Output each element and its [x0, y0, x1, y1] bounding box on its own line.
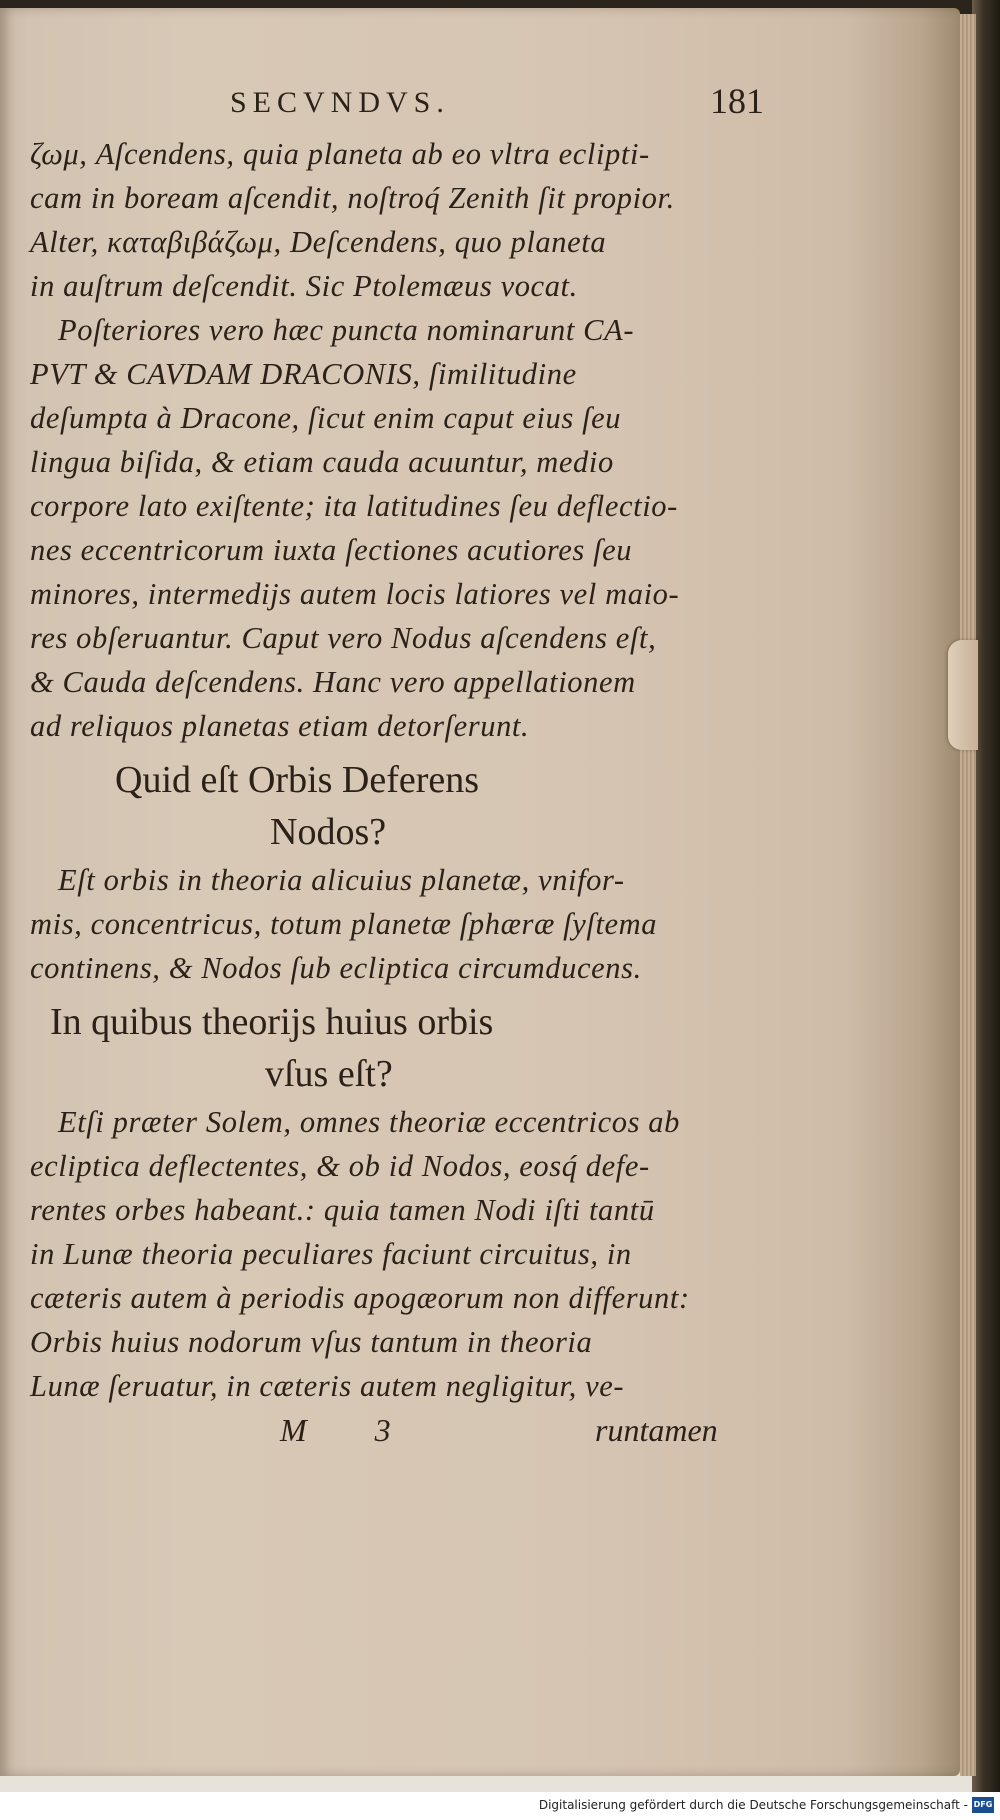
section-heading: Quid eſt Orbis Deferens — [115, 759, 480, 801]
signature-mark: M 3 — [280, 1412, 421, 1448]
section-heading: Nodos? — [270, 811, 387, 853]
text-line: & Cauda deſcendens. Hanc vero appellationem — [30, 665, 636, 699]
running-head: SECVNDVS. — [230, 86, 450, 119]
text-line: rentes orbes habeant.: quia tamen Nodi iſti tantū — [30, 1193, 655, 1227]
text-line: ad reliquos planetas etiam detorſerunt. — [30, 709, 530, 743]
text-line: in auſtrum deſcendit. Sic Ptolemæus vocat. — [30, 269, 578, 303]
text-line: corpore lato exiſtente; ita latitudines ſeu deflectio- — [30, 489, 678, 523]
dfg-logo: DFG — [972, 1797, 994, 1813]
digitization-footer — [0, 1792, 1000, 1820]
text-line: Etſi præter Solem, omnes theoriæ eccentricos ab — [58, 1105, 681, 1139]
text-line: in Lunæ theoria peculiares faciunt circuitus, in — [30, 1237, 632, 1271]
text-line: Lunæ ſeruatur, in cæteris autem negligitur, ve- — [30, 1369, 625, 1403]
page-number: 181 — [710, 81, 764, 121]
scan-backdrop-right — [972, 0, 1000, 1792]
page-footer-line — [30, 1408, 910, 1458]
text-line: continens, & Nodos ſub ecliptica circumducens. — [30, 951, 642, 985]
text-line: Eſt orbis in theoria alicuius planetæ, vnifor- — [58, 863, 625, 897]
text-line: cæteris autem à periodis apogæorum non differunt: — [30, 1281, 690, 1315]
text-line: Poſteriores vero hæc puncta nominarunt CA- — [58, 313, 635, 347]
funding-credit: Digitalisierung gefördert durch die Deutsche Forschungsgemeinschaft - — [538, 1798, 968, 1812]
text-line: PVT & CAVDAM DRACONIS, ſimilitudine — [30, 357, 577, 391]
text-line: Orbis huius nodorum vſus tantum in theoria — [30, 1325, 593, 1359]
section-heading: vſus eſt? — [265, 1053, 393, 1095]
text-line: nes eccentricorum iuxta ſectiones acutiores ſeu — [30, 533, 633, 567]
text-line: ζωμ, Aſcendens, quia planeta ab eo vltra eclipti- — [30, 137, 650, 171]
book-clasp — [948, 640, 978, 750]
section-heading: In quibus theorijs huius orbis — [50, 1001, 494, 1043]
text-line: ecliptica deflectentes, & ob id Nodos, eosq́ defe- — [30, 1149, 650, 1183]
text-line: deſumpta à Dracone, ſicut enim caput eius ſeu — [30, 401, 622, 435]
page-text — [30, 78, 910, 1458]
text-line: lingua biſida, & etiam cauda acuuntur, medio — [30, 445, 614, 479]
text-line: res obſeruantur. Caput vero Nodus aſcendens eſt, — [30, 621, 657, 655]
text-line: mis, concentricus, totum planetæ ſphæræ ſyſtema — [30, 907, 658, 941]
text-line: Alter, καταβιβάζωμ, Deſcendens, quo planeta — [30, 225, 607, 259]
catchword: runtamen — [595, 1412, 718, 1448]
page-header — [30, 78, 910, 132]
book-page-edges — [960, 14, 976, 1776]
text-line: minores, intermedijs autem locis latiores vel maio- — [30, 577, 680, 611]
text-line: cam in boream aſcendit, noſtroq́ Zenith ſit propior. — [30, 181, 675, 215]
